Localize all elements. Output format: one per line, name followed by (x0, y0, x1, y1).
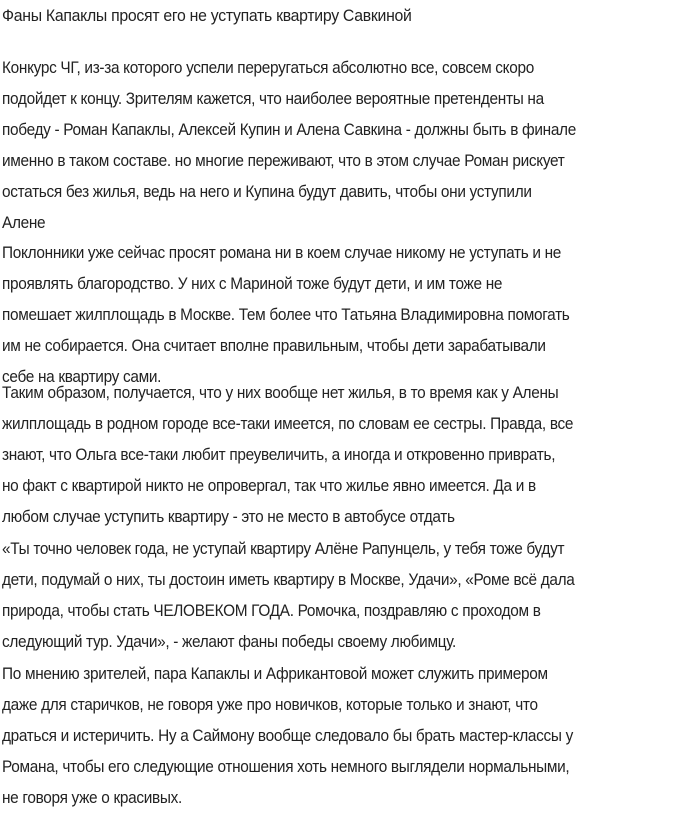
paragraph-line: проявлять благородство. У них с Мариной тоже будут дети, и им тоже не (2, 274, 503, 293)
paragraph-line: Конкурс ЧГ, из-за которого успели переругаться абсолютно все, совсем скоро (2, 58, 534, 77)
paragraph-line: По мнению зрителей, пара Капаклы и Африкантовой может служить примером (2, 664, 548, 683)
paragraph-3 (2, 377, 690, 532)
paragraph-line: Поклонники уже сейчас просят романа ни в коем случае никому не уступать и не (2, 243, 562, 262)
paragraph-5 (2, 658, 690, 813)
paragraph-line: подойдет к концу. Зрителям кажется, что наиболее вероятные претенденты на (2, 89, 544, 108)
paragraph-line: им не собирается. Она считает вполне правильным, чтобы дети зарабатывали (2, 336, 546, 355)
paragraph-line: Романа, чтобы его следующие отношения хоть немного выглядели нормальными, (2, 757, 570, 776)
paragraph-line: победу - Роман Капаклы, Алексей Купин и Алена Савкина - должны быть в финале (2, 120, 576, 139)
paragraph-line: остаться без жилья, ведь на него и Купина будут давить, чтобы они уступили (2, 182, 532, 201)
paragraph-2 (2, 237, 690, 392)
paragraph-line: знают, что Ольга все-таки любит преувеличить, а иногда и откровенно приврать, (2, 445, 556, 464)
paragraph-line: не говоря уже о красивых. (2, 788, 182, 807)
paragraph-line: Алене (2, 213, 46, 232)
paragraph-line: природа, чтобы стать ЧЕЛОВЕКОМ ГОДА. Ромочка, поздравляю с проходом в (2, 601, 541, 620)
paragraph-line: дети, подумай о них, ты достоин иметь квартиру в Москве, Удачи», «Роме всё дала (2, 570, 575, 589)
paragraph-line: следующий тур. Удачи», - желают фаны победы своему любимцу. (2, 632, 457, 651)
paragraph-1 (2, 52, 690, 238)
paragraph-line: даже для старичков, не говоря уже про новичков, которые только и знают, что (2, 695, 538, 714)
paragraph-line: любом случае уступить квартиру - это не место в автобусе отдать (2, 507, 455, 526)
paragraph-line: помешает жилплощадь в Москве. Тем более что Татьяна Владимировна помогать (2, 305, 570, 324)
paragraph-line: жилплощадь в родном городе все-таки имеется, по словам ее сестры. Правда, все (2, 414, 574, 433)
paragraph-line: именно в таком составе. но многие переживают, что в этом случае Роман рискует (2, 151, 565, 170)
paragraph-4-quote (2, 533, 690, 657)
article-title: Фаны Капаклы просят его не уступать квартиру Савкиной (2, 6, 412, 25)
paragraph-line: драться и истеричить. Ну а Саймону вообще следовало бы брать мастер-классы у (2, 726, 573, 745)
paragraph-line: себе на квартиру сами. (2, 367, 162, 386)
paragraph-line: «Ты точно человек года, не уступай квартиру Алёне Рапунцель, у тебя тоже будут (2, 539, 565, 558)
paragraph-line: Таким образом, получается, что у них вообще нет жилья, в то время как у Алены (2, 383, 559, 402)
paragraph-line: но факт с квартирой никто не опровергал, так что жилье явно имеется. Да и в (2, 476, 536, 495)
